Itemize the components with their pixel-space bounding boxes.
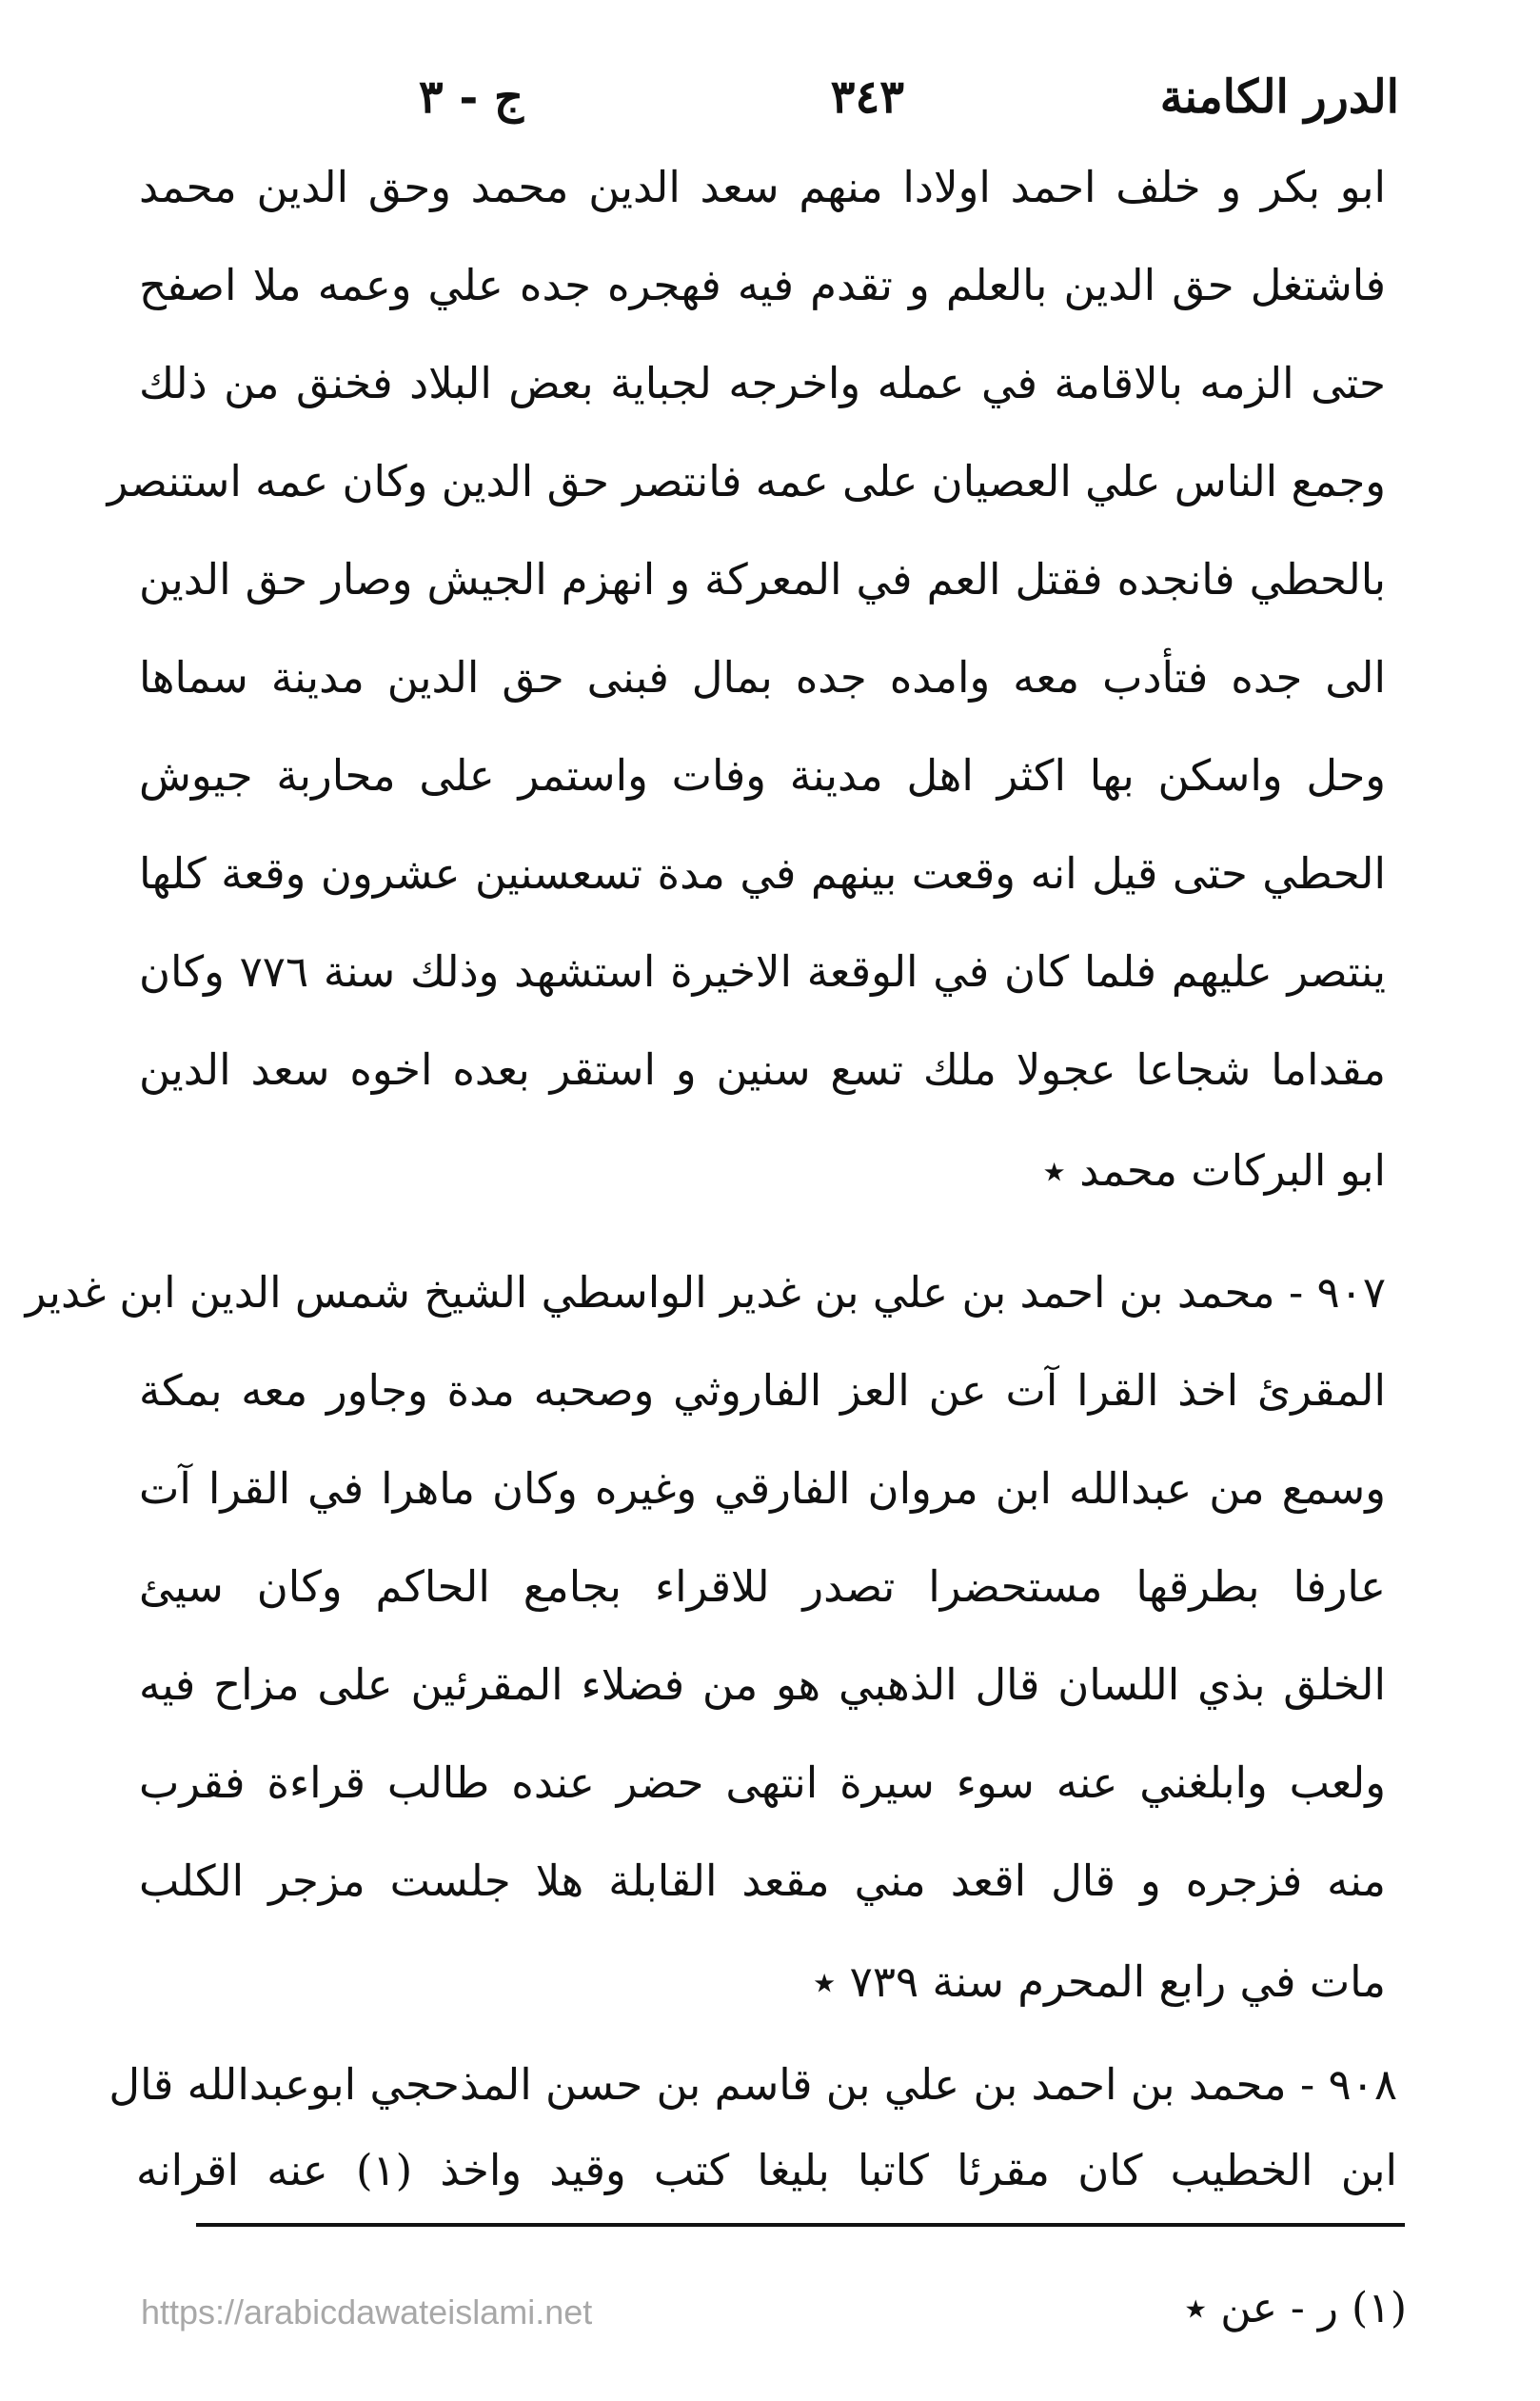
entry-908-heading: ٩٠٨ - محمد بن احمد بن علي بن قاسم بن حسن المذحجي ابوعبدالله قال (109, 2059, 1397, 2110)
watermark-url: https://arabicdawateislami.net (141, 2292, 593, 2332)
body-line: ابو بكر و خلف احمد اولادا منهم سعد الدين محمد وحق الدين محمد (139, 162, 1386, 212)
volume-label: ج - ٣ (418, 70, 523, 124)
body-line: عارفا بطرقها مستحضرا تصدر للاقراء بجامع الحاكم وكان سيئ (139, 1561, 1386, 1612)
entry-907-heading: ٩٠٧ - محمد بن احمد بن علي بن غدير الواسطي الشيخ شمس الدين ابن غدير (25, 1267, 1386, 1318)
body-line: فاشتغل حق الدين بالعلم و تقدم فيه فهجره جده علي وعمه ملا اصفح (139, 260, 1386, 310)
body-line: مقداما شجاعا عجولا ملك تسع سنين و استقر بعده اخوه سعد الدين (139, 1044, 1386, 1095)
body-line: ينتصر عليهم فلما كان في الوقعة الاخيرة استشهد وذلك سنة ٧٧٦ وكان (139, 946, 1386, 997)
body-line: ابو البركات محمد ٭ (1042, 1145, 1386, 1196)
body-line: المقرئ اخذ القرا آت عن العز الفاروثي وصحبه مدة وجاور معه بمكة (139, 1365, 1386, 1416)
book-title: الدرر الكامنة (1159, 70, 1399, 124)
body-line: حتى الزمه بالاقامة في عمله واخرجه لجباية بعض البلاد فخنق من ذلك (139, 358, 1386, 408)
page-number: ٣٤٣ (830, 70, 904, 124)
body-line: منه فزجره و قال اقعد مني مقعد القابلة هلا جلست مزجر الكلب (139, 1855, 1386, 1906)
footnote-divider (196, 2223, 1405, 2227)
body-line: الى جده فتأدب معه وامده جده بمال فبنى حق الدين مدينة سماها (139, 652, 1386, 703)
body-line: ابن الخطيب كان مقرئا كاتبا بليغا كتب وقيد واخذ (١) عنه اقرانه (136, 2145, 1397, 2195)
page-header (314, 59, 1399, 135)
body-line: وجمع الناس علي العصيان على عمه فانتصر حق الدين وكان عمه استنصر (107, 456, 1386, 506)
body-line: وحل واسكن بها اكثر اهل مدينة وفات واستمر على محاربة جيوش (139, 750, 1386, 801)
body-line: الحطي حتى قيل انه وقعت بينهم في مدة تسعسنين عشرون وقعة كلها (139, 848, 1386, 899)
body-line: الخلق بذي اللسان قال الذهبي هو من فضلاء المقرئين على مزاح فيه (139, 1659, 1386, 1710)
body-line: وسمع من عبدالله ابن مروان الفارقي وغيره وكان ماهرا في القرا آت (139, 1463, 1386, 1514)
body-line: مات في رابع المحرم سنة ٧٣٩ ٭ (812, 1956, 1386, 2007)
body-line: ولعب وابلغني عنه سوء سيرة انتهى حضر عنده طالب قراءة فقرب (139, 1757, 1386, 1808)
body-line: بالحطي فانجده فقتل العم في المعركة و انهزم الجيش وصار حق الدين (139, 554, 1386, 605)
footnote: (١) ر - عن ٭ (1184, 2284, 1407, 2332)
